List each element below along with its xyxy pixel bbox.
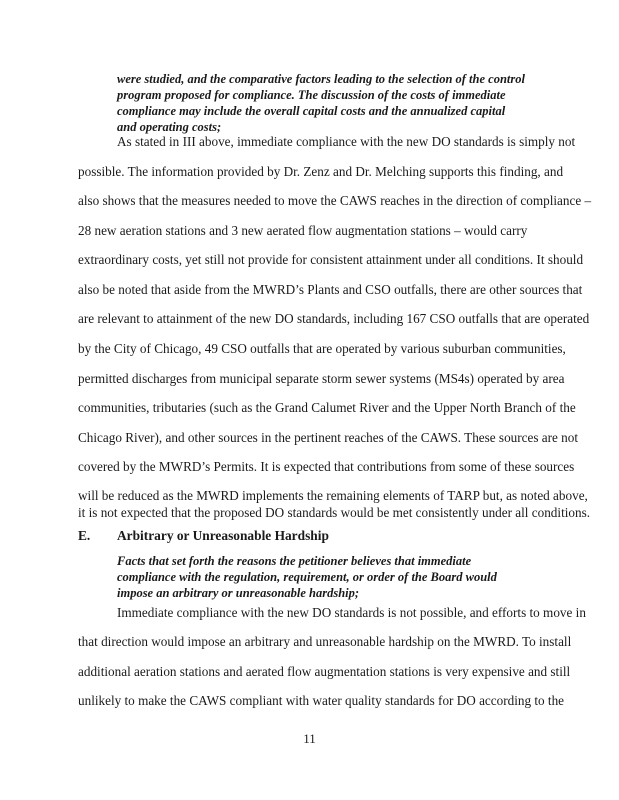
paragraph-line: covered by the MWRD’s Permits. It is expected that contributions from some of these sources <box>78 459 575 474</box>
paragraph-line: by the City of Chicago, 49 CSO outfalls that are operated by various suburban communities, <box>78 341 566 356</box>
paragraph-line: possible. The information provided by Dr. Zenz and Dr. Melching supports this finding, and <box>78 164 564 179</box>
page-number: 11 <box>303 731 316 746</box>
paragraph-line: 28 new aeration stations and 3 new aerated flow augmentation stations – would carry <box>78 223 528 238</box>
paragraph-line: will be reduced as the MWRD implements the remaining elements of TARP but, as noted above, <box>78 488 588 503</box>
paragraph-line: it is not expected that the proposed DO standards would be met consistently under all conditions. <box>78 505 591 520</box>
paragraph-line: Chicago River), and other sources in the pertinent reaches of the CAWS. These sources are not <box>78 430 579 445</box>
paragraph-line: communities, tributaries (such as the Grand Calumet River and the Upper North Branch of the <box>78 400 576 415</box>
paragraph-line: are relevant to attainment of the new DO standards, including 167 CSO outfalls that are operated <box>78 311 590 326</box>
paragraph-line: additional aeration stations and aerated flow augmentation stations is very expensive and still <box>78 664 571 679</box>
block-quote-hardship: Facts that set forth the reasons the petitioner believes that immediate compliance with the regulation, requirement, or order of the Board would impose an arbitrary or unreasonable hardship; <box>117 554 497 600</box>
section-letter: E. <box>78 528 91 543</box>
paragraph-line: that direction would impose an arbitrary and unreasonable hardship on the MWRD. To install <box>78 634 572 649</box>
section-heading: Arbitrary or Unreasonable Hardship <box>117 528 329 543</box>
paragraph-line: also be noted that aside from the MWRD’s Plants and CSO outfalls, there are other sources that <box>78 282 583 297</box>
paragraph-line: extraordinary costs, yet still not provide for consistent attainment under all conditions. It should <box>78 252 584 267</box>
paragraph-line: Immediate compliance with the new DO standards is not possible, and efforts to move in <box>117 605 586 620</box>
paragraph-line: As stated in III above, immediate compliance with the new DO standards is simply not <box>117 134 576 149</box>
paragraph-line: permitted discharges from municipal separate storm sewer systems (MS4s) operated by area <box>78 371 565 386</box>
paragraph-line: unlikely to make the CAWS compliant with water quality standards for DO according to the <box>78 693 565 708</box>
paragraph-line: also shows that the measures needed to move the CAWS reaches in the direction of compliance – <box>78 193 592 208</box>
block-quote-compliance-costs: were studied, and the comparative factors leading to the selection of the control program proposed for compliance. The discussion of the costs of immediate compliance may include the overall capital costs and the annualized capital and operating costs; <box>117 72 525 134</box>
